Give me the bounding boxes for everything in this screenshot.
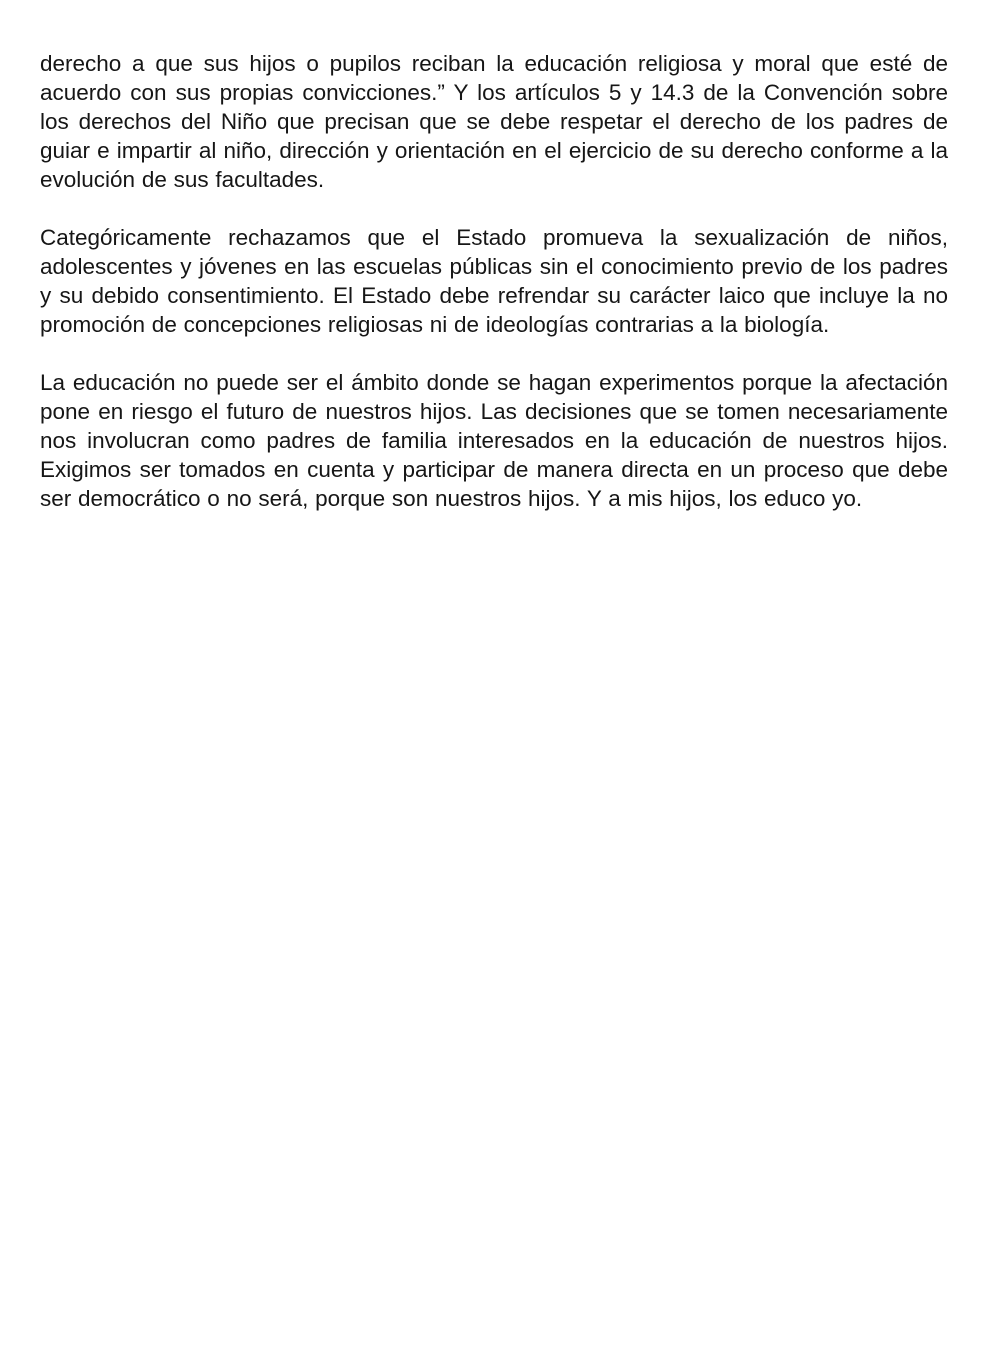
paragraph-1: derecho a que sus hijos o pupilos reciban la educación religiosa y moral que esté de acuerdo con sus propias convicciones.” Y los artículos 5 y 14.3 de la Convención sobre los derechos del Niño que precisan que se debe respetar el derecho de los padres de guiar e impartir al niño, dirección y orientación en el ejercicio de su derecho conforme a la evolución de sus facultades. <box>40 51 948 192</box>
paragraph-2: Categóricamente rechazamos que el Estado promueva la sexualización de niños, adolescentes y jóvenes en las escuelas públicas sin el conocimiento previo de los padres y su debido consentimiento. El Estado debe refrendar su carácter laico que incluye la no promoción de concepciones religiosas ni de ideologías contrarias a la biología. <box>40 225 948 337</box>
text-block <box>40 49 948 513</box>
paragraph-3: La educación no puede ser el ámbito donde se hagan experimentos porque la afectación pone en riesgo el futuro de nuestros hijos. Las decisiones que se tomen necesariamente nos involucran como padres de familia interesados en la educación de nuestros hijos. Exigimos ser tomados en cuenta y participar de manera directa en un proceso que debe ser democrático o no será, porque son nuestros hijos. Y a mis hijos, los educo yo. <box>40 370 948 511</box>
